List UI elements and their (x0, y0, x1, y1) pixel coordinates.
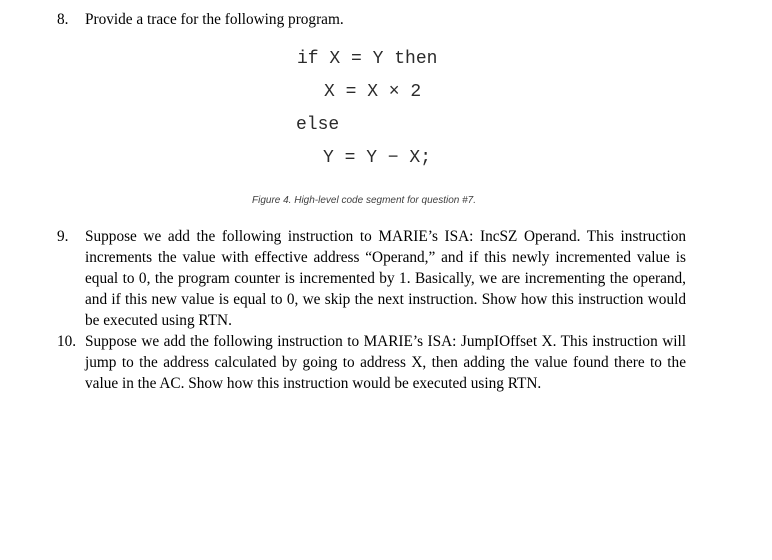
code-line-else: else (296, 115, 340, 135)
code-line-else-assign: Y = Y − X; (323, 148, 432, 168)
question-number: 8. (57, 11, 69, 28)
code-line-then-assign: X = X × 2 (324, 82, 422, 102)
code-line-if: if X = Y then (297, 49, 438, 69)
question-text: Suppose we add the following instruction to MARIE’s ISA: IncSZ Operand. This instruction increments the value with effective address “Operand,” and if this newly incremented value is equal to 0, the program counter is incremented by 1. Basically, we are incrementing the operand, and if this new value is equal to 0, we skip the next instruction. Show how this instruction would be executed using RTN. (85, 228, 686, 329)
figure-caption: Figure 4. High-level code segment for question #7. (252, 195, 477, 206)
question-number: 10. (57, 333, 77, 350)
question-text: Provide a trace for the following program. (85, 11, 344, 28)
question-text: Suppose we add the following instruction to MARIE’s ISA: JumpIOffset X. This instruction will jump to the address calculated by going to address X, then adding the value found there to the value in the AC. Show how this instruction would be executed using RTN. (85, 333, 686, 392)
question-number: 9. (57, 228, 69, 245)
